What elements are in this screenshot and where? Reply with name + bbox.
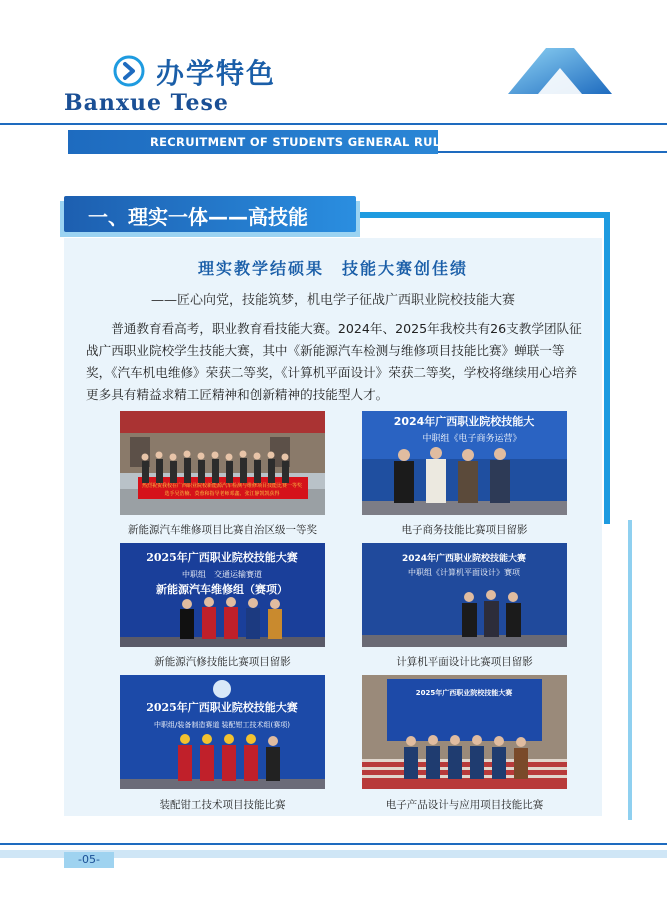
article-title: 理实教学结硕果 技能大赛创佳绩 [197, 259, 468, 278]
decorative-bar-right [604, 212, 610, 524]
page-title-pinyin: Banxue Tese [64, 90, 229, 116]
photo-3-sign-line-2: 新能源汽车维修组（赛项） [156, 583, 288, 596]
triangle-logo-icon [508, 48, 612, 94]
header-rule [0, 123, 667, 125]
footer-rule [0, 843, 667, 845]
photo-caption: 电子产品设计与应用项目技能比赛 [385, 799, 544, 811]
recruitment-label: RECRUITMENT OF STUDENTS GENERAL RULES [150, 135, 458, 149]
article-body: 普通教育看高考，职业教育看技能大赛。2024年、2025年我校共有26支教学团队征战广西职业院校学生技能大赛，其中《新能源汽车检测与维修项目技能比赛》蝉联一等奖，《汽车机电维修》荣获二等奖，《计算机平面设计》荣获二等奖，学校将继续用心培养更多具有精益求精工匠精神和创新精神的技能型人才。 [86, 321, 582, 402]
page-number: -05- [64, 852, 114, 868]
photo-5-banner-text: 2025年广西职业院校技能大赛 [146, 701, 298, 714]
photo-3-sign-line-1: 中职组 交通运输赛道 [182, 570, 262, 579]
photo-2-banner-text: 2024年广西职业院校技能大 [393, 415, 535, 428]
photo-caption: 装配钳工技术项目技能比赛 [159, 799, 286, 811]
photo-2-sign-text: 中职组《电子商务运营》 [422, 434, 522, 444]
photo-ev-repair-award [120, 411, 325, 515]
photo-assembly-fitter [120, 675, 325, 789]
photo-caption: 计算机平面设计比赛项目留影 [396, 656, 533, 668]
photo-1-sign-text: 选手吴浩楠、莫蓉和指导老师邓鑫、张江静凯凯获得 [164, 491, 280, 497]
photo-ecommerce [362, 411, 567, 515]
chevron-circle-icon [113, 55, 145, 87]
photo-electronic-design [362, 675, 567, 789]
photo-caption: 新能源汽车维修项目比赛自治区级一等奖 [128, 524, 317, 536]
photo-caption: 新能源汽修技能比赛项目留影 [154, 656, 291, 668]
photo-3-banner-text: 2025年广西职业院校技能大赛 [146, 551, 298, 564]
decorative-bar-right-light [628, 520, 632, 820]
article-subtitle: ——匠心向党，技能筑梦，机电学子征战广西职业院校技能大赛 [150, 293, 515, 308]
photo-1-banner-text: 热烈祝贺我校在广西职业院校新能源汽车检测与维修项目技能比赛一等奖 [141, 483, 303, 489]
photo-graphic-design [362, 543, 567, 647]
header-rule-right [438, 151, 667, 153]
photo-6-banner-text: 2025年广西职业院校技能大赛 [415, 689, 513, 697]
photo-ev-repair-team [120, 543, 325, 647]
decorative-bar-top [340, 212, 610, 218]
page-title: 办学特色 [156, 57, 277, 90]
photo-caption: 电子商务技能比赛项目留影 [401, 524, 528, 536]
photo-5-sign-text: 中职组/装备制造赛道 装配钳工技术组(赛项) [153, 721, 291, 729]
section-heading: 一、理实一体——高技能 [88, 205, 308, 229]
photo-4-banner-text: 2024年广西职业院校技能大赛 [401, 554, 527, 564]
photo-4-sign-text: 中职组《计算机平面设计》赛项 [408, 568, 520, 577]
